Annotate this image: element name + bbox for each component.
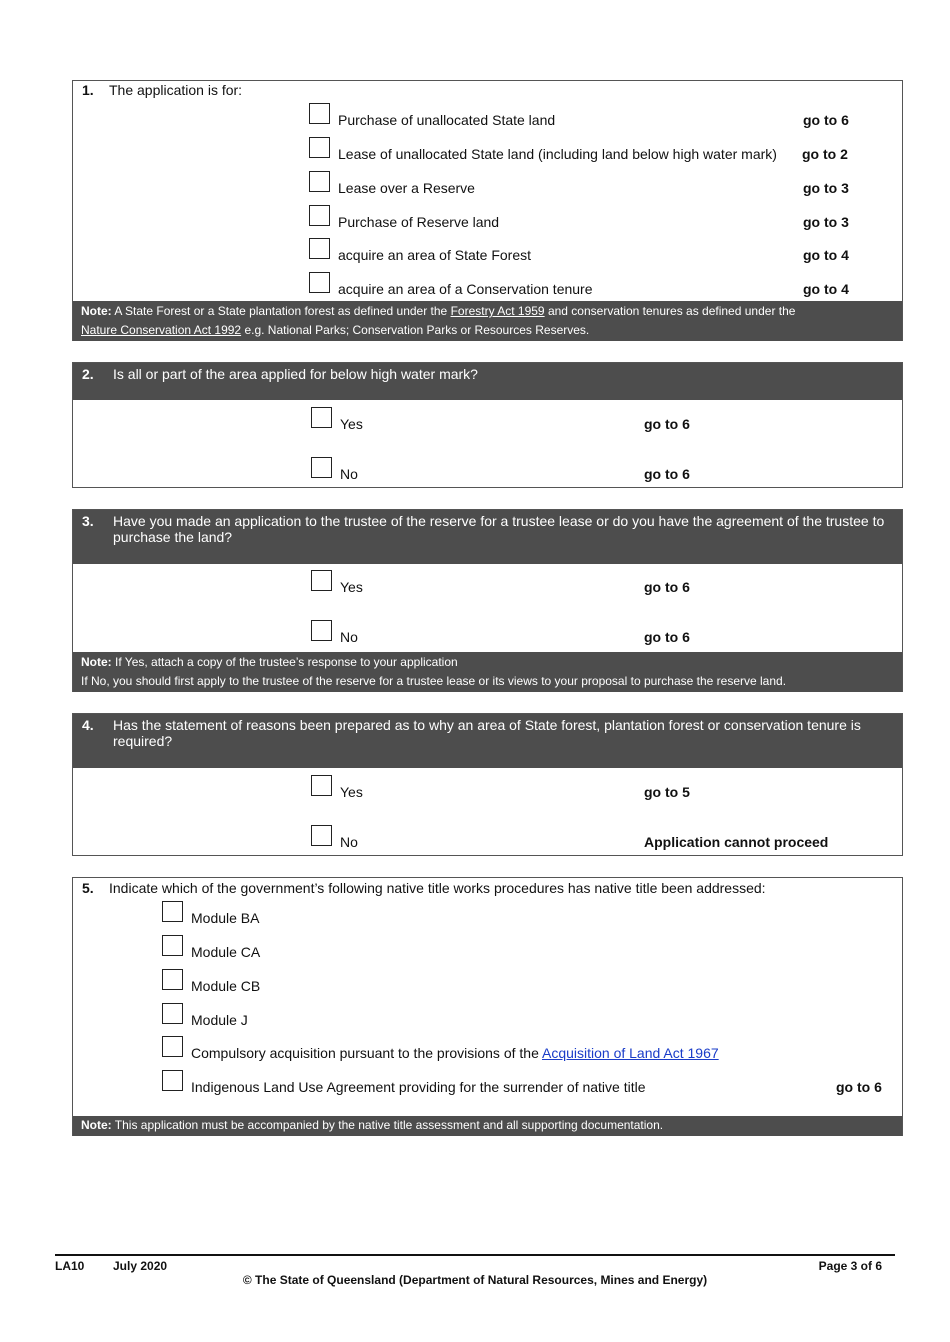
option-label: No <box>340 834 358 850</box>
goto-label: go to 3 <box>803 214 849 230</box>
footer-form-code: LA10 <box>55 1259 85 1273</box>
goto-label: go to 4 <box>803 281 849 297</box>
option-label: Module CA <box>191 944 261 960</box>
checkbox-yes[interactable] <box>311 407 332 428</box>
goto-label: go to 6 <box>644 466 690 482</box>
nature-conservation-act-link[interactable]: Nature Conservation Act 1992 <box>81 323 242 337</box>
note-prefix: Note: <box>81 655 112 669</box>
checkbox-purchase-reserve[interactable] <box>309 205 330 226</box>
checkbox-no[interactable] <box>311 620 332 641</box>
question-2-header <box>73 363 902 400</box>
option-label: Yes <box>340 416 363 432</box>
checkbox-module-ba[interactable] <box>162 901 183 922</box>
checkbox-state-forest[interactable] <box>309 238 330 259</box>
note-text: If No, you should first apply to the trustee of the reserve for a trustee lease or its views to your proposal to purchase the reserve land. <box>81 674 787 688</box>
question-4-number: 4. <box>82 717 94 733</box>
checkbox-module-j[interactable] <box>162 1003 183 1024</box>
footer-copyright: © The State of Queensland (Department of Natural Resources, Mines and Energy) <box>242 1273 708 1287</box>
question-3-number: 3. <box>82 513 94 529</box>
checkbox-module-ca[interactable] <box>162 935 183 956</box>
option-label: Yes <box>340 784 363 800</box>
question-4-section <box>72 713 903 856</box>
goto-label: go to 5 <box>644 784 690 800</box>
footer-rule <box>55 1254 895 1256</box>
option-label: acquire an area of a Conservation tenure <box>338 281 593 297</box>
checkbox-yes[interactable] <box>311 570 332 591</box>
goto-label: go to 6 <box>644 579 690 595</box>
note-prefix: Note: <box>81 304 112 318</box>
option-label: Purchase of Reserve land <box>338 214 500 230</box>
question-1-note <box>73 301 902 341</box>
checkbox-ilua-surrender[interactable] <box>162 1070 183 1091</box>
note-text: and conservation tenures as defined under the <box>544 304 796 318</box>
note-text: If Yes, attach a copy of the trustee’s response to your application <box>111 655 458 669</box>
option-label: Yes <box>340 579 363 595</box>
acquisition-of-land-act-link[interactable]: Acquisition of Land Act 1967 <box>541 1045 719 1061</box>
option-label: acquire an area of State Forest <box>338 247 531 263</box>
goto-label: go to 6 <box>803 112 849 128</box>
checkbox-yes[interactable] <box>311 775 332 796</box>
option-label: No <box>340 629 358 645</box>
goto-label: go to 6 <box>644 416 690 432</box>
note-text: This application must be accompanied by the native title assessment and all supporting documentation. <box>111 1118 664 1132</box>
question-1-section <box>72 80 903 341</box>
goto-label: Application cannot proceed <box>644 834 829 850</box>
checkbox-conservation-tenure[interactable] <box>309 272 330 293</box>
goto-label: go to 6 <box>644 629 690 645</box>
option-text: Compulsory acquisition pursuant to the provisions of the <box>191 1045 542 1061</box>
goto-label: go to 2 <box>802 146 848 162</box>
question-1-text: The application is for: <box>109 82 243 98</box>
question-5-number: 5. <box>82 880 94 896</box>
question-4-header <box>73 714 902 768</box>
note-text: A State Forest or a State plantation forest as defined under the <box>111 304 451 318</box>
note-prefix: Note: <box>81 1118 112 1132</box>
option-label: Lease of unallocated State land (including land below high water mark) <box>338 146 777 162</box>
question-2-section <box>72 362 903 488</box>
question-3-text: Have you made an application to the trustee of the reserve for a trustee lease or do you have the agreement of the trustee to purchase the land? <box>113 513 885 545</box>
question-5-section <box>72 877 903 1136</box>
option-label: Purchase of unallocated State land <box>338 112 556 128</box>
question-5-note <box>73 1116 902 1136</box>
option-label <box>191 1045 719 1061</box>
option-label: Module J <box>191 1012 248 1028</box>
checkbox-no[interactable] <box>311 457 332 478</box>
question-5-text: Indicate which of the government’s following native title works procedures has native title been addressed: <box>109 880 766 896</box>
note-text: e.g. National Parks; Conservation Parks or Resources Reserves. <box>241 323 590 337</box>
footer-date: July 2020 <box>113 1259 168 1273</box>
goto-label: go to 4 <box>803 247 849 263</box>
question-4-text: Has the statement of reasons been prepared as to why an area of State forest, plantation forest or conservation tenure is required? <box>113 717 861 749</box>
checkbox-purchase-unallocated[interactable] <box>309 103 330 124</box>
checkbox-lease-reserve[interactable] <box>309 171 330 192</box>
question-3-note <box>73 652 902 692</box>
forestry-act-link[interactable]: Forestry Act 1959 <box>450 304 545 318</box>
question-2-number: 2. <box>82 366 94 382</box>
question-3-section <box>72 509 903 692</box>
question-2-text: Is all or part of the area applied for below high water mark? <box>113 366 478 382</box>
goto-label: go to 6 <box>836 1079 882 1095</box>
option-label: Lease over a Reserve <box>338 180 475 196</box>
option-label: Module BA <box>191 910 260 926</box>
option-label: No <box>340 466 358 482</box>
checkbox-compulsory-acquisition[interactable] <box>162 1036 183 1057</box>
checkbox-lease-unallocated[interactable] <box>309 137 330 158</box>
question-3-header <box>73 510 902 564</box>
footer-page-number: Page 3 of 6 <box>818 1259 882 1273</box>
checkbox-no[interactable] <box>311 825 332 846</box>
option-label: Module CB <box>191 978 261 994</box>
question-1-number: 1. <box>82 82 94 98</box>
goto-label: go to 3 <box>803 180 849 196</box>
checkbox-module-cb[interactable] <box>162 969 183 990</box>
option-label: Indigenous Land Use Agreement providing for the surrender of native title <box>191 1079 646 1095</box>
